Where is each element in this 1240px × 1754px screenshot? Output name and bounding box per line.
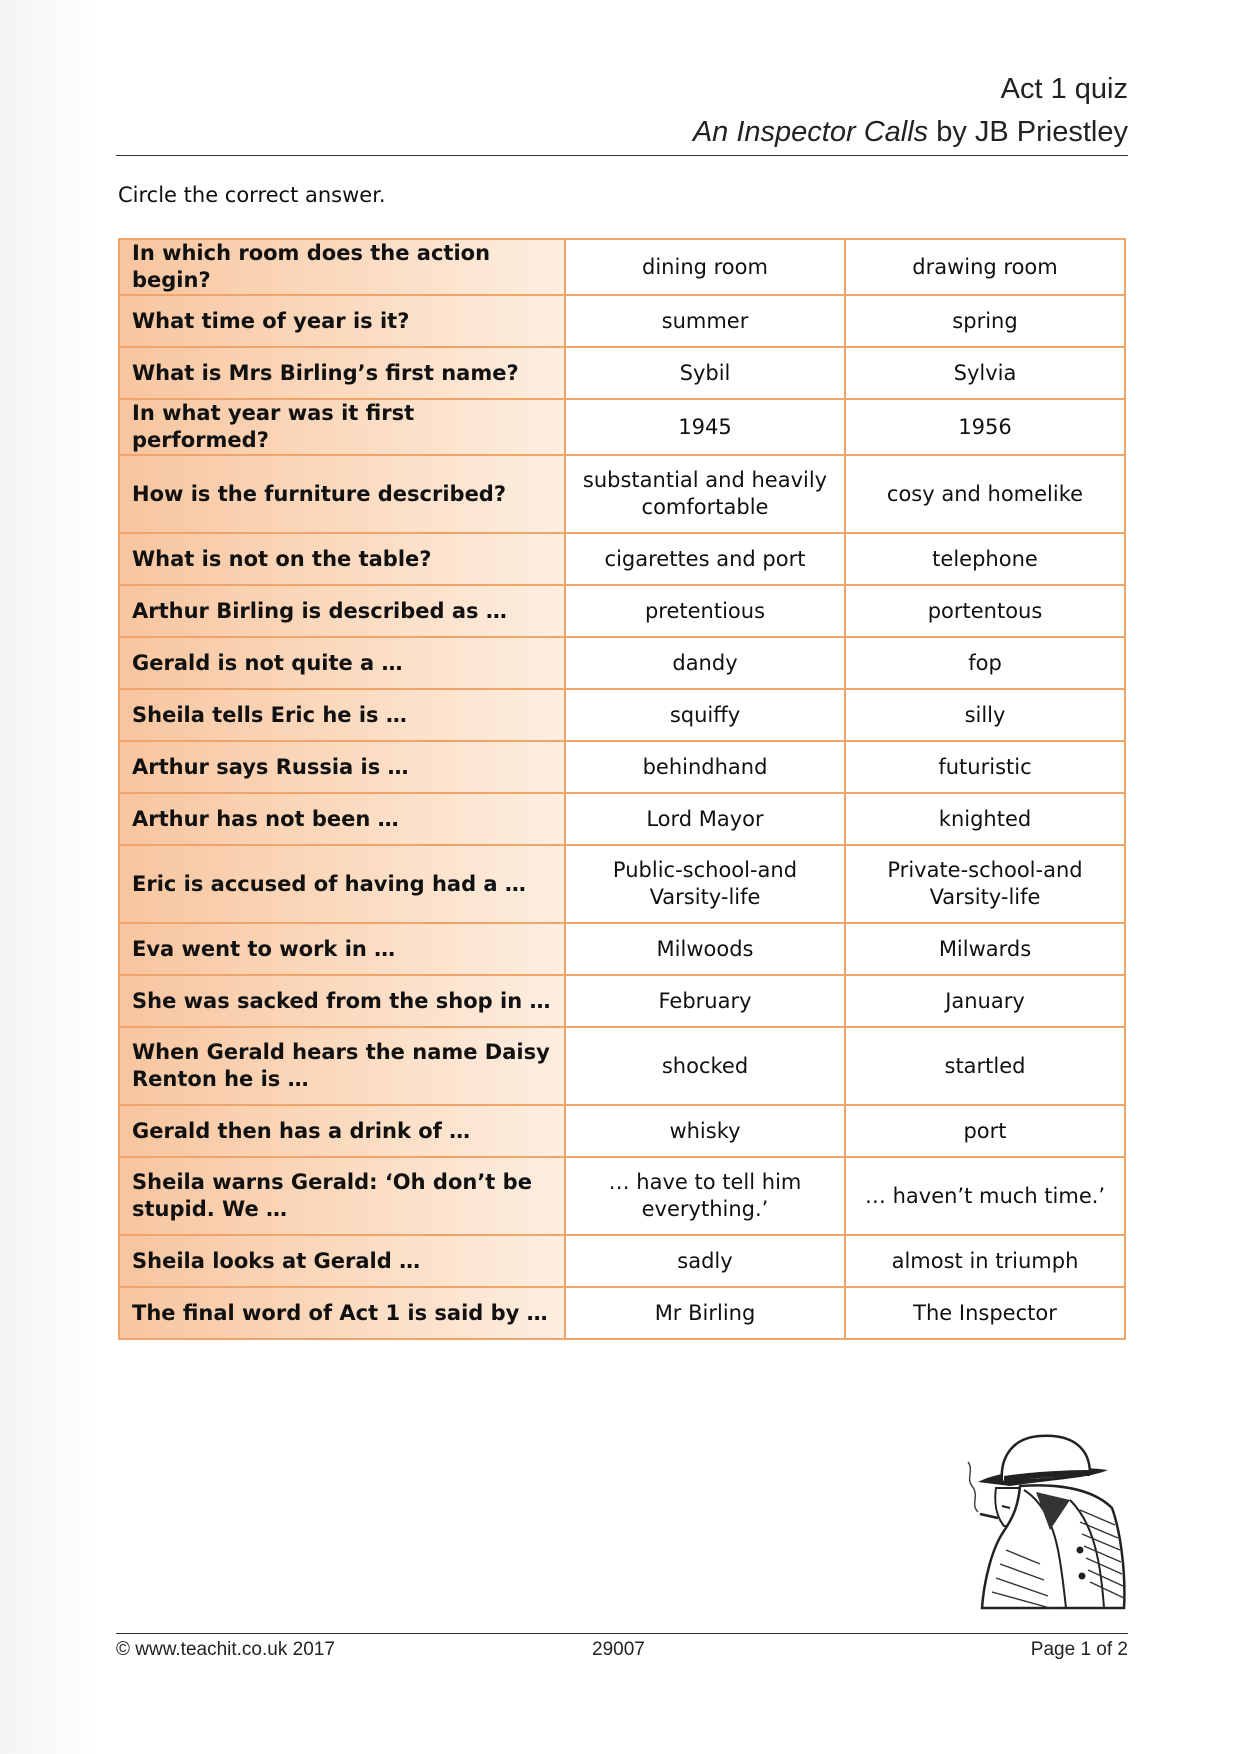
answer-option-b[interactable]: port <box>845 1105 1125 1157</box>
answer-option-a[interactable]: whisky <box>565 1105 845 1157</box>
answer-option-a[interactable]: Sybil <box>565 347 845 399</box>
question-cell: When Gerald hears the name Daisy Renton he is … <box>119 1027 565 1105</box>
quiz-row <box>119 533 1125 585</box>
question-cell: Sheila looks at Gerald … <box>119 1235 565 1287</box>
answer-option-b[interactable]: Milwards <box>845 923 1125 975</box>
inspector-sketch-icon <box>940 1430 1130 1610</box>
question-cell: Eric is accused of having had a … <box>119 845 565 923</box>
question-cell: The final word of Act 1 is said by … <box>119 1287 565 1339</box>
answer-option-a[interactable]: … have to tell him everything.’ <box>565 1157 845 1235</box>
play-author: by JB Priestley <box>928 116 1128 148</box>
question-cell: Gerald is not quite a … <box>119 637 565 689</box>
question-cell: What is not on the table? <box>119 533 565 585</box>
header-divider <box>116 155 1128 156</box>
answer-option-b[interactable]: … haven’t much time.’ <box>845 1157 1125 1235</box>
quiz-row <box>119 585 1125 637</box>
quiz-row <box>119 637 1125 689</box>
answer-option-b[interactable]: almost in triumph <box>845 1235 1125 1287</box>
answer-option-a[interactable]: shocked <box>565 1027 845 1105</box>
answer-option-b[interactable]: fop <box>845 637 1125 689</box>
question-cell: What time of year is it? <box>119 295 565 347</box>
answer-option-a[interactable]: Mr Birling <box>565 1287 845 1339</box>
answer-option-b[interactable]: 1956 <box>845 399 1125 455</box>
question-cell: Eva went to work in … <box>119 923 565 975</box>
question-cell: Arthur has not been … <box>119 793 565 845</box>
answer-option-b[interactable]: startled <box>845 1027 1125 1105</box>
answer-option-a[interactable]: 1945 <box>565 399 845 455</box>
answer-option-a[interactable]: dandy <box>565 637 845 689</box>
quiz-row <box>119 1235 1125 1287</box>
answer-option-b[interactable]: silly <box>845 689 1125 741</box>
page-title: Act 1 quiz <box>1000 73 1128 105</box>
quiz-row <box>119 455 1125 533</box>
quiz-row <box>119 923 1125 975</box>
quiz-row <box>119 295 1125 347</box>
quiz-row <box>119 689 1125 741</box>
answer-option-b[interactable]: drawing room <box>845 239 1125 295</box>
answer-option-b[interactable]: The Inspector <box>845 1287 1125 1339</box>
answer-option-a[interactable]: squiffy <box>565 689 845 741</box>
page-number: Page 1 of 2 <box>1030 1639 1128 1660</box>
question-cell: How is the furniture described? <box>119 455 565 533</box>
quiz-row <box>119 1105 1125 1157</box>
instruction-text: Circle the correct answer. <box>118 183 386 207</box>
answer-option-b[interactable]: Sylvia <box>845 347 1125 399</box>
answer-option-a[interactable]: summer <box>565 295 845 347</box>
answer-option-a[interactable]: pretentious <box>565 585 845 637</box>
quiz-table <box>118 238 1126 1340</box>
quiz-row <box>119 1027 1125 1105</box>
answer-option-a[interactable]: February <box>565 975 845 1027</box>
answer-option-a[interactable]: behindhand <box>565 741 845 793</box>
question-cell: What is Mrs Birling’s first name? <box>119 347 565 399</box>
answer-option-b[interactable]: cosy and homelike <box>845 455 1125 533</box>
question-cell: Gerald then has a drink of … <box>119 1105 565 1157</box>
question-cell: In what year was it first performed? <box>119 399 565 455</box>
answer-option-b[interactable]: portentous <box>845 585 1125 637</box>
answer-option-b[interactable]: futuristic <box>845 741 1125 793</box>
quiz-row <box>119 239 1125 295</box>
quiz-row <box>119 793 1125 845</box>
page-edge-shadow <box>0 0 96 1754</box>
answer-option-a[interactable]: substantial and heavily comfortable <box>565 455 845 533</box>
question-cell: She was sacked from the shop in … <box>119 975 565 1027</box>
answer-option-a[interactable]: Public-school-and Varsity-life <box>565 845 845 923</box>
copyright-text: © www.teachit.co.uk 2017 <box>116 1639 335 1660</box>
play-title: An Inspector Calls <box>692 116 929 148</box>
answer-option-a[interactable]: sadly <box>565 1235 845 1287</box>
answer-option-b[interactable]: January <box>845 975 1125 1027</box>
quiz-row <box>119 347 1125 399</box>
quiz-row <box>119 741 1125 793</box>
answer-option-b[interactable]: Private-school-and Varsity-life <box>845 845 1125 923</box>
quiz-row <box>119 399 1125 455</box>
quiz-row <box>119 845 1125 923</box>
answer-option-b[interactable]: knighted <box>845 793 1125 845</box>
resource-code: 29007 <box>592 1639 645 1660</box>
question-cell: Sheila tells Eric he is … <box>119 689 565 741</box>
footer-divider <box>116 1633 1128 1634</box>
question-cell: Arthur says Russia is … <box>119 741 565 793</box>
answer-option-a[interactable]: cigarettes and port <box>565 533 845 585</box>
answer-option-b[interactable]: telephone <box>845 533 1125 585</box>
quiz-row <box>119 1287 1125 1339</box>
answer-option-a[interactable]: Milwoods <box>565 923 845 975</box>
page-subtitle <box>116 110 1128 154</box>
answer-option-a[interactable]: dining room <box>565 239 845 295</box>
page-footer <box>116 1637 1128 1663</box>
question-cell: In which room does the action begin? <box>119 239 565 295</box>
page-header <box>116 68 1128 154</box>
question-cell: Sheila warns Gerald: ‘Oh don’t be stupid. We … <box>119 1157 565 1235</box>
question-cell: Arthur Birling is described as … <box>119 585 565 637</box>
quiz-row <box>119 975 1125 1027</box>
answer-option-a[interactable]: Lord Mayor <box>565 793 845 845</box>
answer-option-b[interactable]: spring <box>845 295 1125 347</box>
quiz-row <box>119 1157 1125 1235</box>
